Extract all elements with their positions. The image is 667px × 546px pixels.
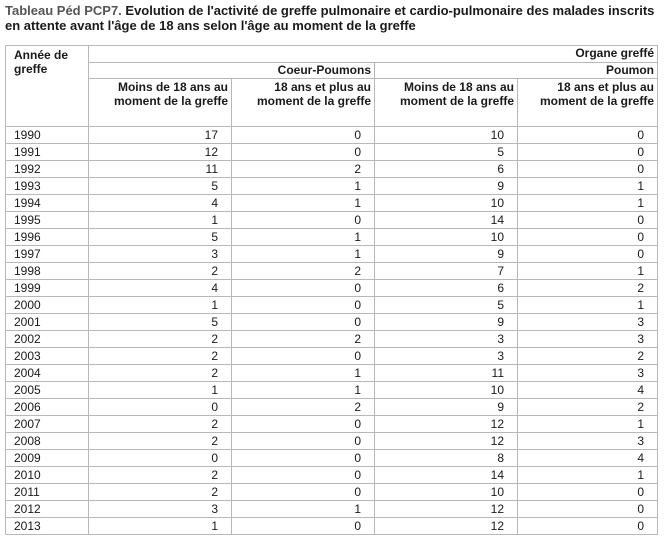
value-cell: 9 — [375, 178, 518, 195]
table-row — [6, 518, 658, 535]
value-cell: 0 — [232, 416, 375, 433]
value-cell: 6 — [375, 161, 518, 178]
year-cell: 2000 — [6, 297, 89, 314]
value-cell: 1 — [232, 382, 375, 399]
value-cell: 4 — [518, 382, 658, 399]
value-cell: 1 — [518, 467, 658, 484]
value-cell: 2 — [232, 161, 375, 178]
year-cell: 1992 — [6, 161, 89, 178]
table-row — [6, 212, 658, 229]
value-cell: 9 — [375, 399, 518, 416]
table-row — [6, 297, 658, 314]
value-cell: 0 — [232, 433, 375, 450]
value-cell: 0 — [232, 212, 375, 229]
value-cell: 2 — [232, 399, 375, 416]
value-cell: 10 — [375, 127, 518, 144]
table-row — [6, 382, 658, 399]
value-cell: 17 — [89, 127, 232, 144]
value-cell: 12 — [375, 433, 518, 450]
table-row — [6, 467, 658, 484]
value-cell: 0 — [232, 314, 375, 331]
value-cell: 2 — [89, 365, 232, 382]
table-caption: Evolution de l'activité de greffe pulmonaire et cardio-pulmonaire des malades inscrits en attente avant l'âge de 18 ans selon l'âge au moment de la greffe — [5, 3, 655, 33]
value-cell: 2 — [232, 331, 375, 348]
table-row — [6, 484, 658, 501]
year-cell: 2004 — [6, 365, 89, 382]
year-column-header: Année de greffe — [6, 46, 89, 127]
value-cell: 12 — [375, 416, 518, 433]
value-cell: 0 — [89, 450, 232, 467]
table-row — [6, 450, 658, 467]
value-cell: 5 — [89, 314, 232, 331]
value-cell: 0 — [518, 144, 658, 161]
table-row — [6, 314, 658, 331]
value-cell: 2 — [518, 348, 658, 365]
organ-header-poumon: Poumon — [375, 63, 658, 79]
value-cell: 2 — [518, 280, 658, 297]
value-cell: 4 — [518, 450, 658, 467]
year-cell: 1995 — [6, 212, 89, 229]
table-row — [6, 399, 658, 416]
value-cell: 1 — [232, 229, 375, 246]
organ-header-coeur-poumons: Coeur-Poumons — [89, 63, 375, 79]
table-body — [6, 127, 658, 535]
age-header-18-plus: 18 ans et plus au moment de la greffe — [518, 79, 658, 127]
value-cell: 0 — [518, 246, 658, 263]
value-cell: 0 — [518, 501, 658, 518]
value-cell: 1 — [89, 382, 232, 399]
value-cell: 1 — [232, 246, 375, 263]
table-label: Tableau Péd PCP7. — [5, 3, 122, 18]
value-cell: 0 — [232, 280, 375, 297]
value-cell: 3 — [89, 501, 232, 518]
table-row — [6, 178, 658, 195]
value-cell: 2 — [89, 348, 232, 365]
value-cell: 1 — [518, 297, 658, 314]
value-cell: 10 — [375, 195, 518, 212]
value-cell: 12 — [375, 518, 518, 535]
value-cell: 2 — [232, 263, 375, 280]
year-cell: 1990 — [6, 127, 89, 144]
value-cell: 1 — [232, 365, 375, 382]
year-cell: 1993 — [6, 178, 89, 195]
value-cell: 9 — [375, 314, 518, 331]
value-cell: 14 — [375, 467, 518, 484]
value-cell: 3 — [375, 348, 518, 365]
value-cell: 3 — [375, 331, 518, 348]
value-cell: 4 — [89, 195, 232, 212]
table-row — [6, 263, 658, 280]
value-cell: 0 — [232, 297, 375, 314]
value-cell: 10 — [375, 382, 518, 399]
value-cell: 2 — [89, 263, 232, 280]
value-cell: 10 — [375, 229, 518, 246]
table-row — [6, 365, 658, 382]
value-cell: 3 — [518, 433, 658, 450]
value-cell: 4 — [89, 280, 232, 297]
year-cell: 2006 — [6, 399, 89, 416]
value-cell: 7 — [375, 263, 518, 280]
value-cell: 14 — [375, 212, 518, 229]
value-cell: 3 — [518, 365, 658, 382]
year-cell: 2009 — [6, 450, 89, 467]
year-cell: 2011 — [6, 484, 89, 501]
value-cell: 0 — [232, 127, 375, 144]
table-row — [6, 195, 658, 212]
year-cell: 2013 — [6, 518, 89, 535]
value-cell: 0 — [232, 144, 375, 161]
table-row — [6, 127, 658, 144]
value-cell: 8 — [375, 450, 518, 467]
value-cell: 12 — [375, 501, 518, 518]
year-cell: 1996 — [6, 229, 89, 246]
year-cell: 2010 — [6, 467, 89, 484]
table-row — [6, 433, 658, 450]
value-cell: 0 — [232, 450, 375, 467]
value-cell: 0 — [518, 127, 658, 144]
year-cell: 2008 — [6, 433, 89, 450]
table-row — [6, 416, 658, 433]
value-cell: 1 — [89, 297, 232, 314]
value-cell: 1 — [518, 195, 658, 212]
year-cell: 2012 — [6, 501, 89, 518]
value-cell: 1 — [518, 178, 658, 195]
value-cell: 0 — [232, 348, 375, 365]
value-cell: 3 — [89, 246, 232, 263]
value-cell: 3 — [518, 331, 658, 348]
table-row — [6, 144, 658, 161]
value-cell: 0 — [232, 467, 375, 484]
year-cell: 2007 — [6, 416, 89, 433]
value-cell: 3 — [518, 314, 658, 331]
value-cell: 0 — [232, 518, 375, 535]
value-cell: 2 — [89, 433, 232, 450]
year-cell: 1999 — [6, 280, 89, 297]
year-cell: 2003 — [6, 348, 89, 365]
value-cell: 0 — [518, 212, 658, 229]
value-cell: 0 — [89, 399, 232, 416]
year-cell: 2005 — [6, 382, 89, 399]
value-cell: 5 — [89, 178, 232, 195]
year-cell: 1991 — [6, 144, 89, 161]
value-cell: 5 — [375, 144, 518, 161]
year-cell: 1997 — [6, 246, 89, 263]
table-row — [6, 229, 658, 246]
value-cell: 1 — [232, 501, 375, 518]
value-cell: 5 — [89, 229, 232, 246]
table-row — [6, 348, 658, 365]
year-cell: 1994 — [6, 195, 89, 212]
value-cell: 1 — [232, 195, 375, 212]
table-row — [6, 331, 658, 348]
value-cell: 2 — [89, 416, 232, 433]
age-header-under-18: Moins de 18 ans au moment de la greffe — [375, 79, 518, 127]
value-cell: 1 — [89, 518, 232, 535]
value-cell: 0 — [518, 161, 658, 178]
value-cell: 2 — [518, 399, 658, 416]
year-cell: 1998 — [6, 263, 89, 280]
year-cell: 2002 — [6, 331, 89, 348]
value-cell: 5 — [375, 297, 518, 314]
year-cell: 2001 — [6, 314, 89, 331]
value-cell: 1 — [232, 178, 375, 195]
age-header-18-plus: 18 ans et plus au moment de la greffe — [232, 79, 375, 127]
value-cell: 0 — [518, 484, 658, 501]
value-cell: 1 — [518, 263, 658, 280]
value-cell: 1 — [518, 416, 658, 433]
transplant-table — [5, 45, 658, 535]
value-cell: 2 — [89, 467, 232, 484]
value-cell: 6 — [375, 280, 518, 297]
value-cell: 2 — [89, 484, 232, 501]
value-cell: 12 — [89, 144, 232, 161]
value-cell: 11 — [89, 161, 232, 178]
value-cell: 2 — [89, 331, 232, 348]
value-cell: 10 — [375, 484, 518, 501]
table-row — [6, 246, 658, 263]
table-row — [6, 501, 658, 518]
organ-group-header: Organe greffé — [89, 46, 658, 63]
table-title — [5, 3, 662, 33]
value-cell: 1 — [89, 212, 232, 229]
value-cell: 0 — [518, 518, 658, 535]
age-header-under-18: Moins de 18 ans au moment de la greffe — [89, 79, 232, 127]
value-cell: 0 — [232, 484, 375, 501]
value-cell: 0 — [518, 229, 658, 246]
table-row — [6, 161, 658, 178]
value-cell: 9 — [375, 246, 518, 263]
value-cell: 11 — [375, 365, 518, 382]
table-row — [6, 280, 658, 297]
